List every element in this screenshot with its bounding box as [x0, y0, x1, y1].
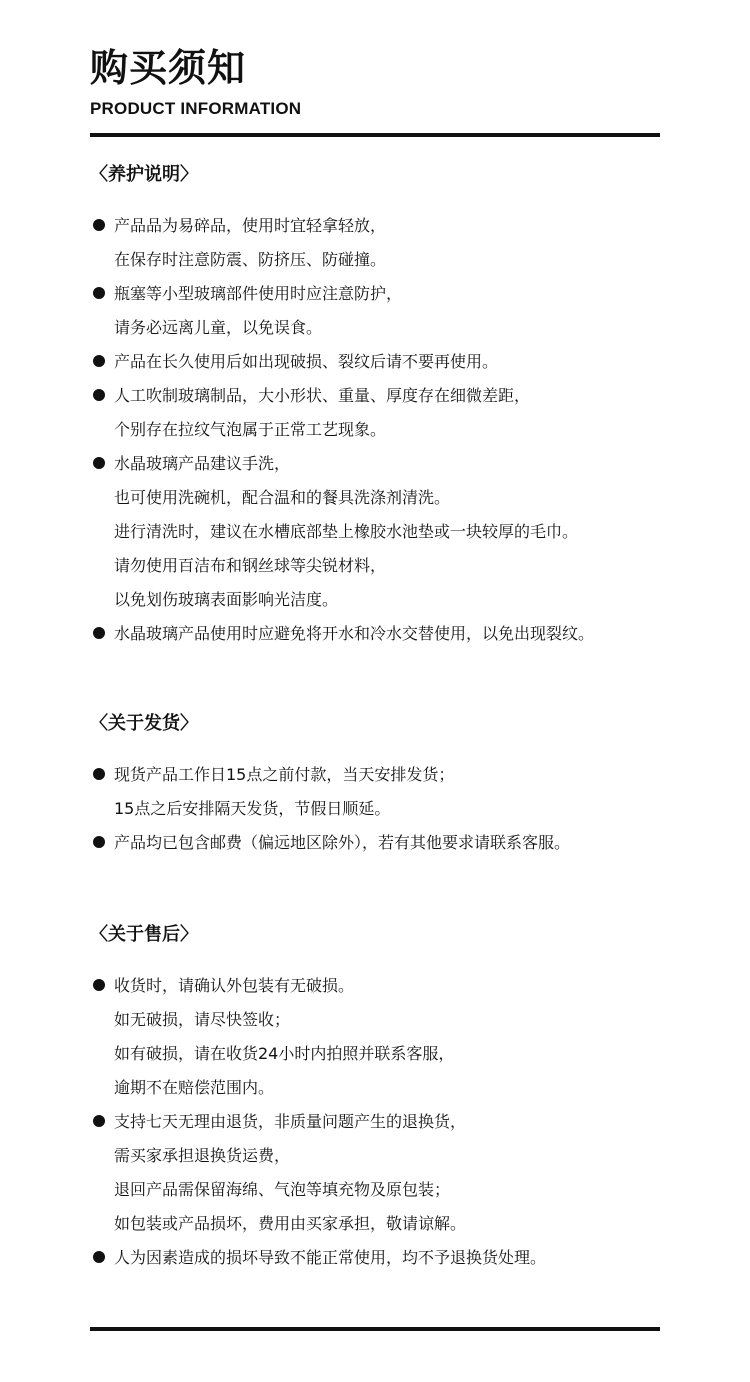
bullet-text-line: 水晶玻璃产品建议手洗， [114, 454, 291, 473]
bullet-text-line: 在保存时注意防震、防挤压、防碰撞。 [114, 250, 387, 269]
bullet-item [90, 617, 670, 651]
section-shipping [90, 707, 670, 860]
bullet-item [90, 277, 670, 345]
bullet-text-line: 如无破损，请尽快签收； [114, 1010, 291, 1029]
page-title: 购买须知 [90, 46, 247, 90]
bullet-text-line: 如包装或产品损坏，费用由买家承担，敬请谅解。 [114, 1214, 467, 1233]
bullet-text-line: 15点之后安排隔天发货，节假日顺延。 [114, 799, 391, 818]
bullet-text-line: 瓶塞等小型玻璃部件使用时应注意防护， [114, 284, 403, 303]
bullet-text-line: 请务必远离儿童，以免误食。 [114, 318, 323, 337]
section-title: 〈关于售后〉 [90, 924, 198, 945]
bullet-item [90, 345, 670, 379]
bullet-item [90, 447, 670, 617]
bullet-text-line: 人工吹制玻璃制品，大小形状、重量、厚度存在细微差距， [114, 386, 531, 405]
bullet-text-line: 产品均已包含邮费（偏远地区除外），若有其他要求请联系客服。 [114, 833, 571, 852]
page-subtitle: PRODUCT INFORMATION [90, 99, 302, 118]
bullet-text-line: 请勿使用百洁布和钢丝球等尖锐材料， [114, 556, 387, 575]
section-after-sales [90, 918, 670, 1275]
top-divider [90, 133, 660, 137]
bullet-text-line: 现货产品工作日15点之前付款，当天安排发货； [114, 765, 455, 784]
bullet-text-line: 如有破损，请在收货24小时内拍照并联系客服， [114, 1044, 455, 1063]
section-care-instructions [90, 158, 670, 651]
bullet-text-line: 支持七天无理由退货，非质量问题产生的退换货， [114, 1112, 467, 1131]
bullet-text-line: 以免划伤玻璃表面影响光洁度。 [114, 590, 339, 609]
bullet-item [90, 826, 670, 860]
bullet-text-line: 人为因素造成的损坏导致不能正常使用，均不予退换货处理。 [114, 1248, 547, 1267]
bullet-text-line: 需买家承担退换货运费， [114, 1146, 291, 1165]
bullet-item [90, 1105, 670, 1241]
section-title: 〈关于发货〉 [90, 713, 198, 734]
bullet-text-line: 逾期不在赔偿范围内。 [114, 1078, 275, 1097]
bullet-item [90, 758, 670, 826]
bullet-text-line: 个别存在拉纹气泡属于正常工艺现象。 [114, 420, 387, 439]
bullet-text-line: 也可使用洗碗机，配合温和的餐具洗涤剂清洗。 [114, 488, 451, 507]
bullet-text-line: 产品品为易碎品，使用时宜轻拿轻放， [114, 216, 387, 235]
section-title: 〈养护说明〉 [90, 164, 198, 185]
bullet-text-line: 收货时，请确认外包装有无破损。 [114, 976, 355, 995]
bullet-item [90, 379, 670, 447]
bullet-item [90, 209, 670, 277]
bullet-item [90, 969, 670, 1105]
bullet-item [90, 1241, 670, 1275]
bullet-text-line: 产品在长久使用后如出现破损、裂纹后请不要再使用。 [114, 352, 499, 371]
bullet-text-line: 退回产品需保留海绵、气泡等填充物及原包装； [114, 1180, 451, 1199]
bullet-text-line: 水晶玻璃产品使用时应避免将开水和冷水交替使用，以免出现裂纹。 [114, 624, 595, 643]
bullet-text-line: 进行清洗时，建议在水槽底部垫上橡胶水池垫或一块较厚的毛巾。 [114, 522, 579, 541]
bottom-divider [90, 1327, 660, 1331]
